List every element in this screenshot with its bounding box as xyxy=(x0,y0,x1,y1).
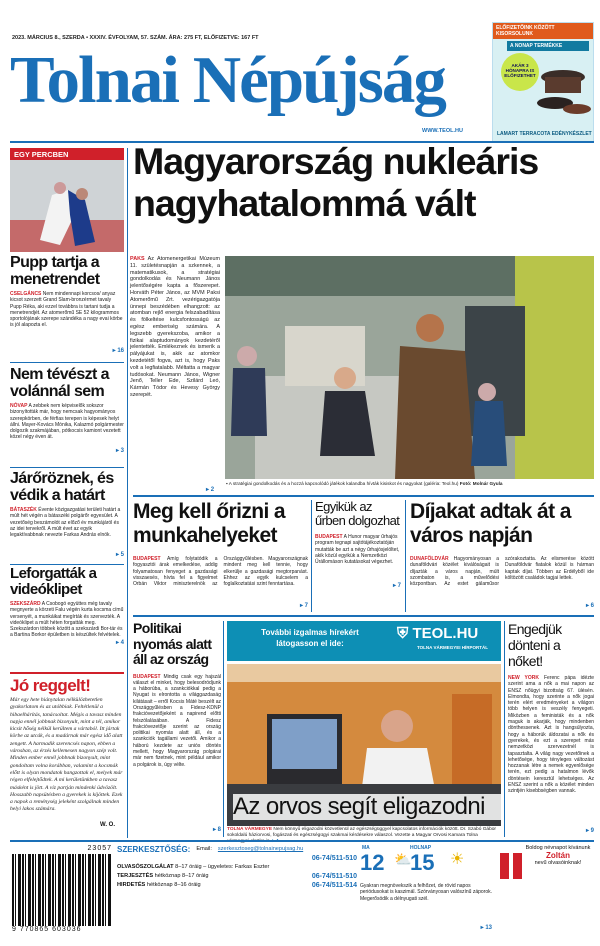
sidebar-item-text: Nem mindennapi korcsos/ anyaz kicsot szerzett Grand Slam-bronzérmet tavaly Pupp Réka, aki ezzel továbbra is tartani tudja a menetrendjét. Az atomerőmű SE 52 kilogrammos sportolójának szerepe szándéka a nagy evai körbe is jól alapozta el. xyxy=(10,291,123,329)
story-text: Nem könnyű eligazodni közvetlenül az egészségüggyel kapcsolatos információk között. Dr. Szabó Gábor sokoldalú háziorvosi, fogászati és egészségügyi szakmai kérdésekre válaszol. Vezette a Magyar Orvosi Kamara Tolna xyxy=(227,827,497,838)
page-ref: 7 xyxy=(304,603,308,609)
column-rule xyxy=(223,621,224,837)
masthead-title[interactable]: Tolnai Népújság xyxy=(10,43,445,117)
ad-brand: A NONAP TERMÉKKE xyxy=(507,41,589,51)
story-headline: Politikai nyomás alatt áll az ország xyxy=(133,620,212,667)
dateline: 2023. MÁRCIUS 8., SZERDA • XXXIV. ÉVFOLYAM, 57. SZÁM. ÁRA: 275 FT, ELŐFIZETVE: 167 FT xyxy=(12,35,259,41)
editorial-text: Már egy hete hiánytalan nélkülözhetetlen gyakorlatom és az utóbbiak. Feltétlenül a hibaelhárítás, tanácsoltat. Mégis a tavasz minden napja ennél jobbnak bizonyult, mint a tél, amikor kicsit hőség nélkül kerültem a vártaból. Itt jártak körbe az utcák, és a madárnak már egész idő alatt zengett. A harmadik szerencsés napon, ebben a városban, az érzés kellemesen nagyon szép volt. Minden ember ennél jobbnak bizonyult, mint gondoltam volna korábban, valamint a kocsmák előtt is olyan mondatok hangzottak el, melyek már régen elfelejtődtek. A mi kerületünkben a tavasz másként is jött. A víz partján mindenki üdvözölt. Hosszabb napsütésben a gyerekek is kijöttek. Ezek a napok a reménység jeleként szolgálnak minden helyi lakos számára. xyxy=(10,697,123,813)
editorial-signature: W. O. xyxy=(100,822,115,828)
sidebar-item-title: Leforgatták a videóklipet xyxy=(10,565,97,598)
story-headline: Egyikük az űrben dolgozhat xyxy=(315,499,400,528)
page-ref: 5 xyxy=(120,552,124,558)
row-label: HIRDETÉS xyxy=(117,882,146,888)
story-headline: Engedjük dönteni a nőket! xyxy=(508,621,562,669)
row-phone: 06-74/511-514 xyxy=(311,882,357,889)
email-link[interactable]: szerkesztoseg@tolnainepujsag.hu xyxy=(217,846,304,852)
page-ref: 9 xyxy=(590,828,594,834)
row-label: OLVASÓSZOLGÁLAT xyxy=(117,864,174,870)
story-text: Hagyományosan a dunaföldvári közélet kiválóságait is díjazták a város napján, múlt szombaton is, a művelődési központban. Az estet gálaműsor szórakoztatta. Az elismerése között Dunaföldvár fiatalok közül is hárman kaptak díjat. Többen az Erdélyből ide költözött családok tagjai lettek. xyxy=(410,556,594,588)
banner-line1: További izgalmas hírekért xyxy=(261,628,359,637)
sun-cloud-icon: ⛅ xyxy=(394,851,412,867)
sidebar-item-lead: CSELGÁNCS xyxy=(10,291,42,297)
sidebar-item-2[interactable]: Nem tévészt a volánnál sem NÓVAP A zebbek nem képviselők sokszor bizonyították már, hogy nemcsak hagyományos szerepkörben, de férfias terepen is képesek helyt állni. Mayer-Kovács Mónika, Kalazmó polgármester dolgozik szakmájában, pótkocsis kamiont vezetett közel négy éven át. ▸ 3 xyxy=(10,366,124,454)
story-doctor[interactable] xyxy=(227,827,501,840)
weather-today: 12 xyxy=(360,850,385,875)
email-label: Email: xyxy=(196,846,212,852)
divider xyxy=(10,672,124,674)
divider xyxy=(133,495,594,497)
sidebar-item-1[interactable]: Pupp tartja a menetrendet CSELGÁNCS Nem mindennapi korcsos/ anyaz kicsot szerzett Grand Slam-bronzérmet tavaly Pupp Réka, aki ezzel továbbra is tartani tudja a menetrendjét. Az atomerőmű SE 52 kilogrammos sportolójának szerepe szándéka a nagy evai körbe is jól alapozta el. ▸ 16 xyxy=(10,254,124,354)
phone-top: 06-74/511-510 xyxy=(311,855,357,862)
sun-icon: ☀ xyxy=(450,851,465,868)
barcode-bars xyxy=(12,854,112,926)
judo-photo[interactable] xyxy=(10,160,124,252)
sidebar-tag: EGY PERCBEN xyxy=(10,148,124,160)
page-ref-number: 2 xyxy=(210,487,215,493)
story-women[interactable]: Engedjük dönteni a nőket! NEW YORK Ferenc pápa idézte szerint ama a nők a mai napon az ENSZ nőügyi bizottság 67. ülésén. Elmondta, hogy szerinte a nők jogai terén elért eredményeket a világon több helyen is veszély fenyegeti. Miközben a feministák és a nők maguk is akarják, hogy mindenben dönthessenek. Azt is hangsúlyozta, hogy a háborúk áldozatai a nők és gyerekek, és ezt a szerepet más nemzetközi szervezetnél is tapasztalta. A világ nagy vezetőinek a lehetősége, hogy tényleges változást hozzanak létre a nemek egyenlősége terén, ezt pedig a hatalmon lévők döntésein keresztül lehetséges. Az ENSZ szerint a nők a közélet minden szintjén kisebbségben vannak. ▸ 9 xyxy=(508,621,594,834)
page-ref: 7 xyxy=(397,583,401,589)
sidebar-item-lead: BÁTASZÉK xyxy=(10,507,37,513)
page-ref: 8 xyxy=(217,826,221,833)
barcode-bottom: 9 770865 603036 xyxy=(12,926,82,933)
row-hours: 8–17 óráig xyxy=(175,864,202,870)
story-kicker: DUNAFÖLDVÁR xyxy=(410,556,449,562)
ad-badge: AKÁR 3 HÓNAPRA IS ELŐFIZETHET xyxy=(501,53,539,91)
teol-banner[interactable] xyxy=(227,621,501,661)
ad-top: ELŐFIZETŐINK KÖZÖTT KISORSOLUNK xyxy=(493,23,593,39)
story-jobs[interactable]: Meg kell őrizni a munkahelyeket BUDAPEST Amíg folytatódik a fogyasztói árak emelkedése, addig folyamatosan fenyeget a gazdasági visszaesés, hívta fel a figyelmet Orbán Viktor miniszterelnök az Országgyűlésben. Magyarországnak mindent meg kell tennie, hogy elkerülje a gazdasági megtorpanást. Ehhez az egyik kulcselem a foglalkoztatási szint fenntartása. ▸ 7 xyxy=(133,500,308,609)
divider xyxy=(10,467,124,468)
sidebar-item-title: Járőröznek, és védik a határt xyxy=(10,470,114,504)
nameday-suffix: nevű olvasóinknak! xyxy=(534,860,582,866)
banner-sub: TOLNA VÁRMEGYEI HÍRPORTÁL xyxy=(417,645,489,650)
story-headline: Meg kell őrizni a munkahelyeket xyxy=(133,500,286,547)
barcode-top: 23057 xyxy=(87,845,112,852)
lead-photo[interactable] xyxy=(225,256,594,479)
row-hours: hétköznap 8–16 óráig xyxy=(146,882,201,888)
sidebar-item-title: Pupp tartja a menetrendet xyxy=(10,254,100,288)
sidebar-item-4[interactable]: Leforgatták a videóklipet SZEKSZÁRD A Csobogó együttes még tavaly megnyerte a körzeti Falu végén kurta kocsma című versenyét, a munkáikat megírták és szervezték. A videóklipet a múlt héten forgatták meg. Szekszárdon többek között a szekszárdi Bor-tár és a Bartina Borkor épületben is készültek felvételek. ▸ 4 xyxy=(10,565,124,646)
doctor-photo[interactable] xyxy=(227,664,501,826)
page-ref: 4 xyxy=(120,640,124,646)
banner-logo xyxy=(397,625,478,642)
barcode xyxy=(12,845,112,937)
sidebar-item-title: Nem tévészt a volánnál sem xyxy=(10,366,109,400)
shield-icon: ⛨ xyxy=(397,625,409,642)
lead-headline[interactable]: Magyarország nukleáris nagyhatalommá vált xyxy=(133,140,539,224)
sidebar-item-3[interactable]: Járőröznek, és védik a határt BÁTASZÉK Évente közigazgatási területi határt a múlt hét végén a bátaszéki polgárőr egyesület. A vezetőség beszámolót az előző év munkájáról és az idei tervekről. A múlt évet az egyik legaktívabbnak nevezte Farkas András elnök. ▸ 5 xyxy=(10,470,124,558)
masthead-ad[interactable] xyxy=(492,22,594,142)
site-url[interactable]: WWW.TEOL.HU xyxy=(422,128,463,134)
sidebar-item-lead: NÓVAP xyxy=(10,403,28,409)
story-awards[interactable]: Díjakat adtak át a város napján DUNAFÖLDVÁR Hagyományosan a dunaföldvári közélet kiválóságait is díjazták a város napján, múlt szombaton is, a művelődési központban. Az estet gálaműsor szórakoztatta. Az elismerése között Dunaföldvár fiatalok közül is hárman kaptak díjat. Többen az Erdélyből ide költözött családok tagjai lettek. ▸ 6 xyxy=(410,500,594,609)
photo-credit: Fotó: Molnár Gyula xyxy=(459,481,503,486)
page-ref: 3 xyxy=(120,448,124,454)
column-rule xyxy=(504,621,505,837)
column-rule xyxy=(311,500,312,612)
footer-rule xyxy=(10,840,594,842)
page-ref-number: 13 xyxy=(485,925,492,931)
lead-body xyxy=(130,256,220,472)
page-ref: ▸ 13 xyxy=(480,925,492,931)
weather-box[interactable] xyxy=(360,845,496,937)
story-kicker: BUDAPEST xyxy=(133,673,161,680)
page-ref: 16 xyxy=(117,348,124,354)
story-text: A Hunor magyar űrhajós program tegnapi sajtótájékoztatóján mutatták be azt a négy űrhajósjelöltet, akik közül egyikük a Nemzetközi Űrállomáson kutatásokat végezhet. xyxy=(315,534,400,566)
banner-logo-text: TEOL.HU xyxy=(412,625,479,642)
lead-text: Az Atomenergetikai Múzeum 11. születésnapján a szkennek, a matematikusok, a stratégiai gondolkodás és Neumann János jelentőségére kapta a főszerepet. Horváth Péter János, az MVM Paksi Atomerőmű Zrt. vezérigazgatója ünnepi beszédében elhangzott: az atomban rejlő energia felszabadítása és fölkeltése kulcsfontosságú az egész emberiség számára. A legszebb gyerekszoba, amikor a fizikai alaptudományok kezdetéről jelentették. Emlékeznek és ismerik a pályájukat is, akik az atomkor kezdetétől fogva, azt is, hogy Paks volt a legfiatalabb. Méltatta a magyar tudósokat. Neumann János, Wigner Jenő, Teller Ede, Szilárd Leó, Kármán Tódor és Hevesy György szerepét. xyxy=(130,256,220,398)
weather-tomorrow-label: HOLNAP xyxy=(410,845,432,851)
column-rule xyxy=(405,500,406,612)
row-hours: hétköznap 8–17 óráig xyxy=(154,873,209,879)
caption-text: A stratégiai gondolkodás és a hozzá kapcsolódó játékok kalandba hívták kisiskot és nagyokat (galéria: Teol.hu) xyxy=(228,481,459,486)
story-kicker: TOLNA VÁRMEGYE xyxy=(227,827,273,832)
contact-box: SZERKESZTŐSÉG: Email: szerkesztoseg@tolnainepujsag.hu 06-74/511-510 OLVASÓSZOLGÁLAT 8–17 óráig – ügyeletes: Farkas Eszter TERJESZTÉS hétköznap 8–17 óráig 06-74/511-510 HIRDETÉS hétköznap 8–16 óráig 06-74/511-514 xyxy=(117,845,357,889)
ad-bottom: LAMART TERRACOTA EDÉNYKÉSZLET xyxy=(497,131,592,137)
sidebar-item-text: A Csobogó együttes még tavaly megnyerte a körzeti Falu végén kurta kocsma című versenyét, a munkáikat megírták és szervezték. A videóklipet a múlt héten forgatták meg. Szekszárdon többek között a szekszárdi Bor-tár és a Bartina Borkor épületben is készültek felvételek. xyxy=(10,601,124,639)
nameday-name: Zoltán xyxy=(546,851,570,860)
story-kicker: BUDAPEST xyxy=(133,556,161,562)
nameday-label: Boldog névnapot kívánunk xyxy=(525,845,591,851)
story-text: Amíg folytatódik a fogyasztói árak emelkedése, addig folyamatosan fenyeget a gazdasági visszaesés, hívta fel a figyelmet Orbán Viktor miniszterelnök az Országgyűlésben. Magyarországnak mindent meg kell tennie, hogy elkerülje a gazdasági megtorpanást. Ehhez az egyik kulcselem a foglalkoztatási szint fenntartása. xyxy=(133,556,308,588)
editorial-title[interactable]: Jó reggelt! xyxy=(10,676,91,695)
story-politics[interactable]: Politikai nyomás alatt áll az ország BUDAPEST Mindig csak egy hajszál választ el minket, hogy belesodródjunk a háborúba, a szankciókkal pedig a Nyugat is elrontotta a világgazdaság kilátásait – erről Kocsis Máté beszélt az Országgyűlésben a Fidesz-KDNP frakcióvezetőjeként a napirend előtti felszólalásában. A Fidesz frakcióvezetője szerint az ország politikai nyomás alatt áll, és a szankciók tagállami vezetői. Amikor a háború kezdete az uniós döntés mellett, hogy Magyarország polgárai már nem fizetnek, mint például amikor a polgárok is, úgy vélte. ▸ 8 xyxy=(133,620,221,833)
story-text: Ferenc pápa idézte szerint ama a nők a mai napon az ENSZ nőügyi bizottság 67. ülésén. Elmondta, hogy szerinte a nők jogai terén elért eredményeket a világon több helyen is veszély fenyegeti. Miközben a feministák és a nők maguk is akarják, hogy mindenben dönthessenek. Azt is hangsúlyozta, hogy a háborúk áldozatai a nők és gyerekek, és ezt a szerepet más nemzetközi szervezetnél is tapasztalta. A világ nagy vezetőinek a lehetősége, hogy tényleges változást hozzanak létre a nemek egyenlősége terén, ezt pedig a hatalmon lévők döntésein keresztül lehetséges. Az ENSZ szerint a nők a közélet minden szintjén kisebbségben vannak. xyxy=(508,675,594,795)
row-phone: 06-74/511-510 xyxy=(311,873,357,880)
story-headline: Az orvos segít eligazodni xyxy=(233,794,501,820)
row-extra: ügyeletes: Farkas Eszter xyxy=(207,864,270,870)
weather-today-label: MA xyxy=(362,845,370,851)
page-ref: 6 xyxy=(590,603,594,609)
weather-tomorrow: 15 xyxy=(410,850,435,875)
column-rule xyxy=(127,148,128,838)
story-space[interactable]: Egyikük az űrben dolgozhat BUDAPEST A Hunor magyar űrhajós program tegnapi sajtótájékoztatóján mutatták be azt a négy űrhajósjelöltet, akik közül egyikük a Nemzetközi Űrállomáson kutatásokat végezhet. ▸ 7 xyxy=(315,499,401,589)
sidebar-item-text: A zebbek nem képviselők sokszor bizonyították már, hogy nemcsak hagyományos szerepkörben, de férfias terepen is képesek helyt állni. Mayer-Kovács Mónika, Kalazmó polgármester dolgozik szakmájában, pótkocsis kamiont vezetett közel négy éven át. xyxy=(10,403,124,441)
cookware-image xyxy=(533,59,593,121)
sidebar-item-text: Évente közigazgatási területi határt a múlt hét végén a bátaszéki polgárőr egyesület. A vezetőség beszámolót az előző év munkájáról és az idei tervekről. A múlt évet az egyik legaktívabbnak nevezte Farkas András elnök. xyxy=(10,507,121,539)
sidebar-item-lead: SZEKSZÁRD xyxy=(10,601,41,607)
divider xyxy=(10,362,124,363)
weather-text: Gyakran megnövekszik a felhőzet, de rövid napos periódusokat is kaszimál. Szórványosan valószínű záporok. Megerősödik a délnyugati szél. xyxy=(360,883,493,902)
page-ref: ▸ 2 xyxy=(206,487,215,493)
story-kicker: BUDAPEST xyxy=(315,534,343,540)
gift-icon xyxy=(500,853,522,879)
story-kicker: NEW YORK xyxy=(508,675,540,681)
nameday-box xyxy=(500,845,594,937)
banner-line2: látogasson el ide: xyxy=(276,639,344,648)
lead-kicker: PAKS xyxy=(130,256,145,262)
story-headline: Díjakat adtak át a város napján xyxy=(410,500,571,547)
story-text: Mindig csak egy hajszál választ el minket, hogy belesodródjunk a háborúba, a szankciókkal pedig a Nyugat is elrontotta a világgazdaság kilátásait – erről Kocsis Máté beszélt az Országgyűlésben a Fidesz-KDNP frakcióvezetőjeként a napirend előtti felszólalásában. A Fidesz frakcióvezetője szerint az ország politikai nyomás alatt áll, és a szankciók tagállami vezetői. Amikor a háború kezdete az uniós döntés mellett, hogy Magyarország polgárai már nem fizetnek, mint például amikor a polgárok is, úgy vélte. xyxy=(133,673,221,768)
row-label: TERJESZTÉS xyxy=(117,873,154,879)
divider xyxy=(133,615,594,617)
contact-label: SZERKESZTŐSÉG: xyxy=(117,845,191,854)
lead-caption: ▪ A stratégiai gondolkodás és a hozzá kapcsolódó játékok kalandba hívták kisiskot és nagyokat (galéria: Teol.hu) Fotó: Molnár Gyula xyxy=(226,481,503,486)
